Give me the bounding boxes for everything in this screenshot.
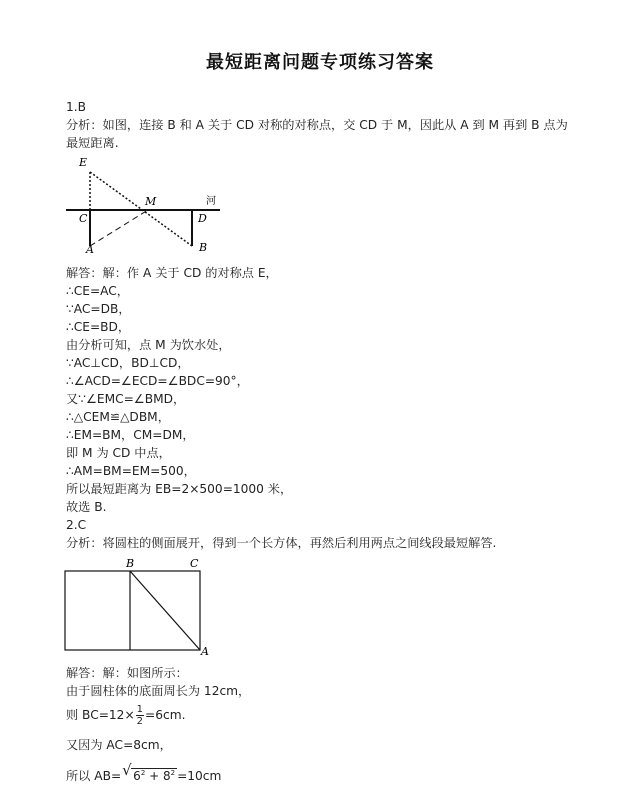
q2-answer: 2.C (66, 518, 87, 532)
q1-answer: 1.B (66, 100, 86, 114)
q1-reflection-figure (62, 152, 232, 258)
q1-solution-line: 又∵∠EMC=∠BMD， (66, 392, 186, 406)
label-a: A (86, 243, 94, 256)
q2-solution-line5 (66, 761, 222, 785)
plus-sign: + (145, 769, 163, 783)
page-title: 最短距离问题专项练习答案 (206, 52, 434, 73)
label-river: 河 (206, 196, 216, 207)
q1-solution-line: 所以最短距离为 EB=2×500=1000 米， (66, 482, 293, 496)
q1-solution-line: ∴AM=BM=EM=500， (66, 464, 196, 478)
exponent: 2 (140, 769, 146, 777)
label-c: C (190, 557, 199, 570)
q1-analysis-line1: 分析：如图，连接 B 和 A 关于 CD 对称的对称点，交 CD 于 M，因此从 A 到 M 再到 B 点为 (66, 118, 568, 132)
label-e: E (79, 156, 88, 169)
rectangle-outline (65, 571, 200, 650)
bc-formula-prefix: 则 BC=12× (66, 708, 135, 722)
segment-am (90, 210, 148, 246)
fraction-numerator: 1 (136, 704, 144, 715)
sqrt-term-b: 8 (162, 769, 171, 783)
radical-sign-icon: √ (122, 761, 132, 779)
q1-solution-line: ∴EM=BM，CM=DM， (66, 428, 195, 442)
label-c: C (79, 212, 88, 225)
q1-solution-line: ∴∠ACD=∠ECD=∠BDC=90°， (66, 374, 249, 388)
ab-formula-prefix: 所以 AB= (66, 769, 122, 783)
q2-unrolled-cylinder-figure (60, 556, 220, 656)
q1-solution-line: 故选 B. (66, 500, 107, 514)
label-b: B (126, 557, 135, 570)
q2-solution-line3 (66, 704, 185, 727)
q1-solution-line: ∴CE=BD， (66, 320, 131, 334)
q1-solution-line: ∵AC⊥CD，BD⊥CD， (66, 356, 190, 370)
label-a: A (201, 645, 209, 656)
segment-ab (130, 571, 200, 650)
q2-analysis: 分析：将圆柱的侧面展开，得到一个长方体，再然后利用两点之间线段最短解答. (66, 536, 497, 550)
sqrt-term-a: 6 (133, 769, 141, 783)
q1-solution-line: ∴CE=AC， (66, 284, 129, 298)
q2-solution-line1: 解答：解：如图所示： (66, 666, 188, 680)
exponent: 2 (170, 769, 176, 777)
q1-solution-line: ∵AC=DB， (66, 302, 131, 316)
q2-solution-line4: 又因为 AC=8cm， (66, 738, 172, 752)
fraction-one-half (136, 704, 144, 727)
q1-solution-line: ∴△CEM≌△DBM， (66, 410, 170, 424)
square-root (122, 761, 177, 785)
q1-solution-line: 解答：解：作 A 关于 CD 的对称点 E， (66, 266, 278, 280)
ab-formula-suffix: =10cm (177, 769, 222, 783)
q1-solution-line: 由分析可知，点 M 为饮水处， (66, 338, 231, 352)
bc-formula-suffix: =6cm. (145, 708, 186, 722)
q2-solution-line2: 由于圆柱体的底面周长为 12cm， (66, 684, 251, 698)
fraction-denominator: 2 (136, 716, 144, 727)
q1-solution-line: 即 M 为 CD 中点， (66, 446, 171, 460)
label-m: M (145, 195, 157, 208)
q1-analysis-line2: 最短距离. (66, 136, 119, 150)
label-b: B (199, 241, 208, 254)
label-d: D (198, 212, 207, 225)
